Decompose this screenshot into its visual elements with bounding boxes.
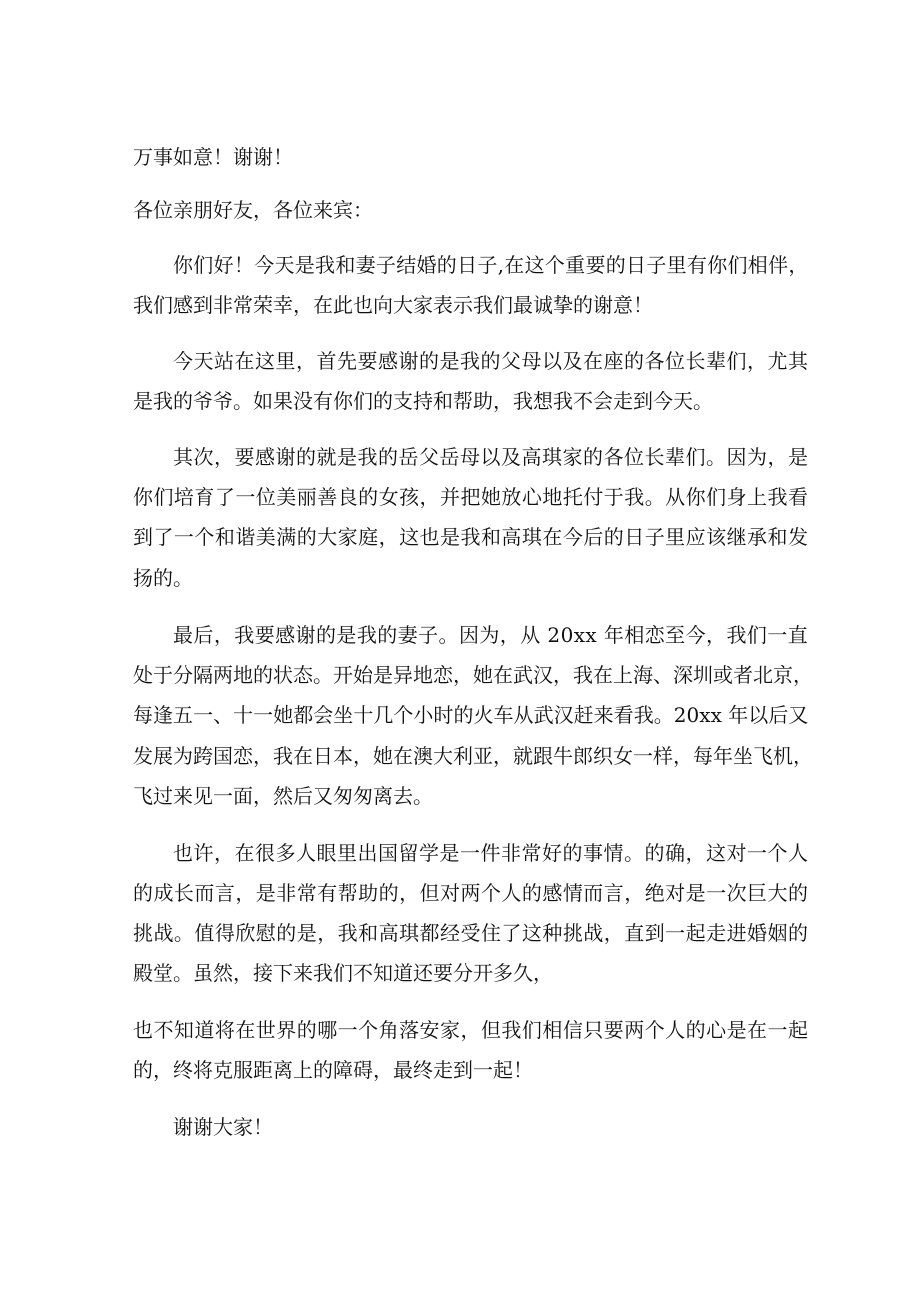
text-line: 是我的爷爷。如果没有你们的支持和帮助，我想我不会走到今天。 — [133, 389, 713, 413]
text-line: 处于分隔两地的状态。开始是异地恋，她在武汉，我在上海、深圳或者北京， — [133, 663, 813, 687]
text-line: 飞过来见一面，然后又匆匆离去。 — [133, 784, 433, 808]
text-line: 各位亲朋好友，各位来宾： — [133, 198, 373, 222]
text-line: 你们好！今天是我和妻子结婚的日子,在这个重要的日子里有你们相伴， — [173, 253, 809, 277]
text-line: 你们培育了一位美丽善良的女孩，并把她放心地托付于我。从你们身上我看 — [133, 485, 809, 509]
text-line: 的成长而言，是非常有帮助的，但对两个人的感情而言，绝对是一次巨大的 — [133, 881, 809, 905]
text-line: 扬的。 — [133, 566, 193, 590]
text-line: 其次，要感谢的就是我的岳父岳母以及高琪家的各位长辈们。因为，是 — [173, 445, 809, 469]
text-line: 我们感到非常荣幸，在此也向大家表示我们最诚挚的谢意！ — [133, 293, 653, 317]
text-line: 每逢五一、十一她都会坐十几个小时的火车从武汉赶来看我。20xx 年以后又 — [133, 703, 809, 727]
text-line: 今天站在这里，首先要感谢的是我的父母以及在座的各位长辈们，尤其 — [173, 349, 809, 373]
text-line: 也不知道将在世界的哪一个角落安家，但我们相信只要两个人的心是在一起 — [133, 1018, 809, 1042]
text-line: 最后，我要感谢的是我的妻子。因为，从 20xx 年相恋至今，我们一直 — [173, 623, 809, 647]
text-line: 也许，在很多人眼里出国留学是一件非常好的事情。的确，这对一个人 — [173, 841, 809, 865]
text-line: 到了一个和谐美满的大家庭，这也是我和高琪在今后的日子里应该继承和发 — [133, 525, 809, 549]
text-line: 的，终将克服距离上的障碍，最终走到一起！ — [133, 1058, 533, 1082]
text-line: 发展为跨国恋，我在日本，她在澳大利亚，就跟牛郎织女一样，每年坐飞机， — [133, 744, 813, 768]
text-line: 挑战。值得欣慰的是，我和高琪都经受住了这种挑战，直到一起走进婚姻的 — [133, 921, 809, 945]
text-line: 谢谢大家！ — [173, 1115, 273, 1139]
text-line: 万事如意！谢谢！ — [133, 145, 293, 169]
text-line: 殿堂。虽然，接下来我们不知道还要分开多久， — [133, 961, 553, 985]
